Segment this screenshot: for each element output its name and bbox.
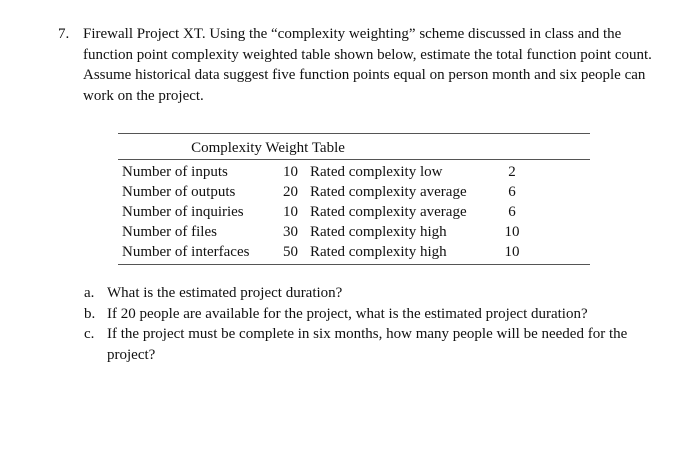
table-row (122, 222, 522, 242)
table-header-rule (118, 159, 590, 160)
question-number: 7. (58, 26, 70, 42)
row-name: Number of outputs (122, 184, 236, 200)
row-count: 10 (283, 164, 298, 180)
subquestion-text: What is the estimated project duration? (107, 285, 343, 301)
row-rating: Rated complexity average (310, 184, 467, 200)
subquestion-c (84, 324, 664, 365)
question-7 (58, 24, 658, 106)
subquestion-text: If the project must be complete in six months, how many people will be needed for the project? (107, 326, 628, 363)
row-weight: 6 (508, 204, 516, 220)
subquestion-list (84, 283, 664, 365)
row-rating: Rated complexity high (310, 224, 447, 240)
subquestion-letter: a. (84, 285, 95, 301)
row-rating: Rated complexity high (310, 244, 447, 260)
subquestion-letter: b. (84, 305, 96, 322)
subquestion-text: If 20 people are available for the project, what is the estimated project duration? (107, 305, 588, 322)
subquestion-b (84, 304, 664, 325)
row-name: Number of files (122, 224, 217, 240)
row-name: Number of inquiries (122, 204, 244, 220)
table-row (122, 242, 522, 262)
table-title: Complexity Weight Table (191, 140, 345, 156)
table-row (122, 202, 522, 222)
row-count: 30 (283, 224, 298, 240)
subquestion-a (84, 283, 664, 304)
row-count: 10 (283, 204, 298, 220)
row-weight: 10 (504, 224, 520, 240)
table-bottom-rule (118, 264, 590, 265)
table-row (122, 182, 522, 202)
table-body (122, 162, 522, 262)
row-count: 20 (283, 184, 298, 200)
subquestion-letter: c. (84, 326, 95, 342)
row-rating: Rated complexity low (310, 164, 443, 180)
complexity-weight-table (118, 133, 590, 265)
question-text: Firewall Project XT. Using the “complexity weighting” scheme discussed in class and the function point complexity weighted table shown below, estimate the total function point count. Assume historical data suggest five function points equal on person month and six people can work on the project. (83, 26, 652, 104)
row-weight: 6 (508, 184, 516, 200)
row-count: 50 (283, 244, 298, 260)
table-top-rule (118, 133, 590, 134)
row-name: Number of interfaces (122, 244, 250, 260)
row-rating: Rated complexity average (310, 204, 467, 220)
row-weight: 2 (508, 164, 516, 180)
row-weight: 10 (504, 244, 520, 260)
row-name: Number of inputs (122, 164, 228, 180)
table-row (122, 162, 522, 182)
